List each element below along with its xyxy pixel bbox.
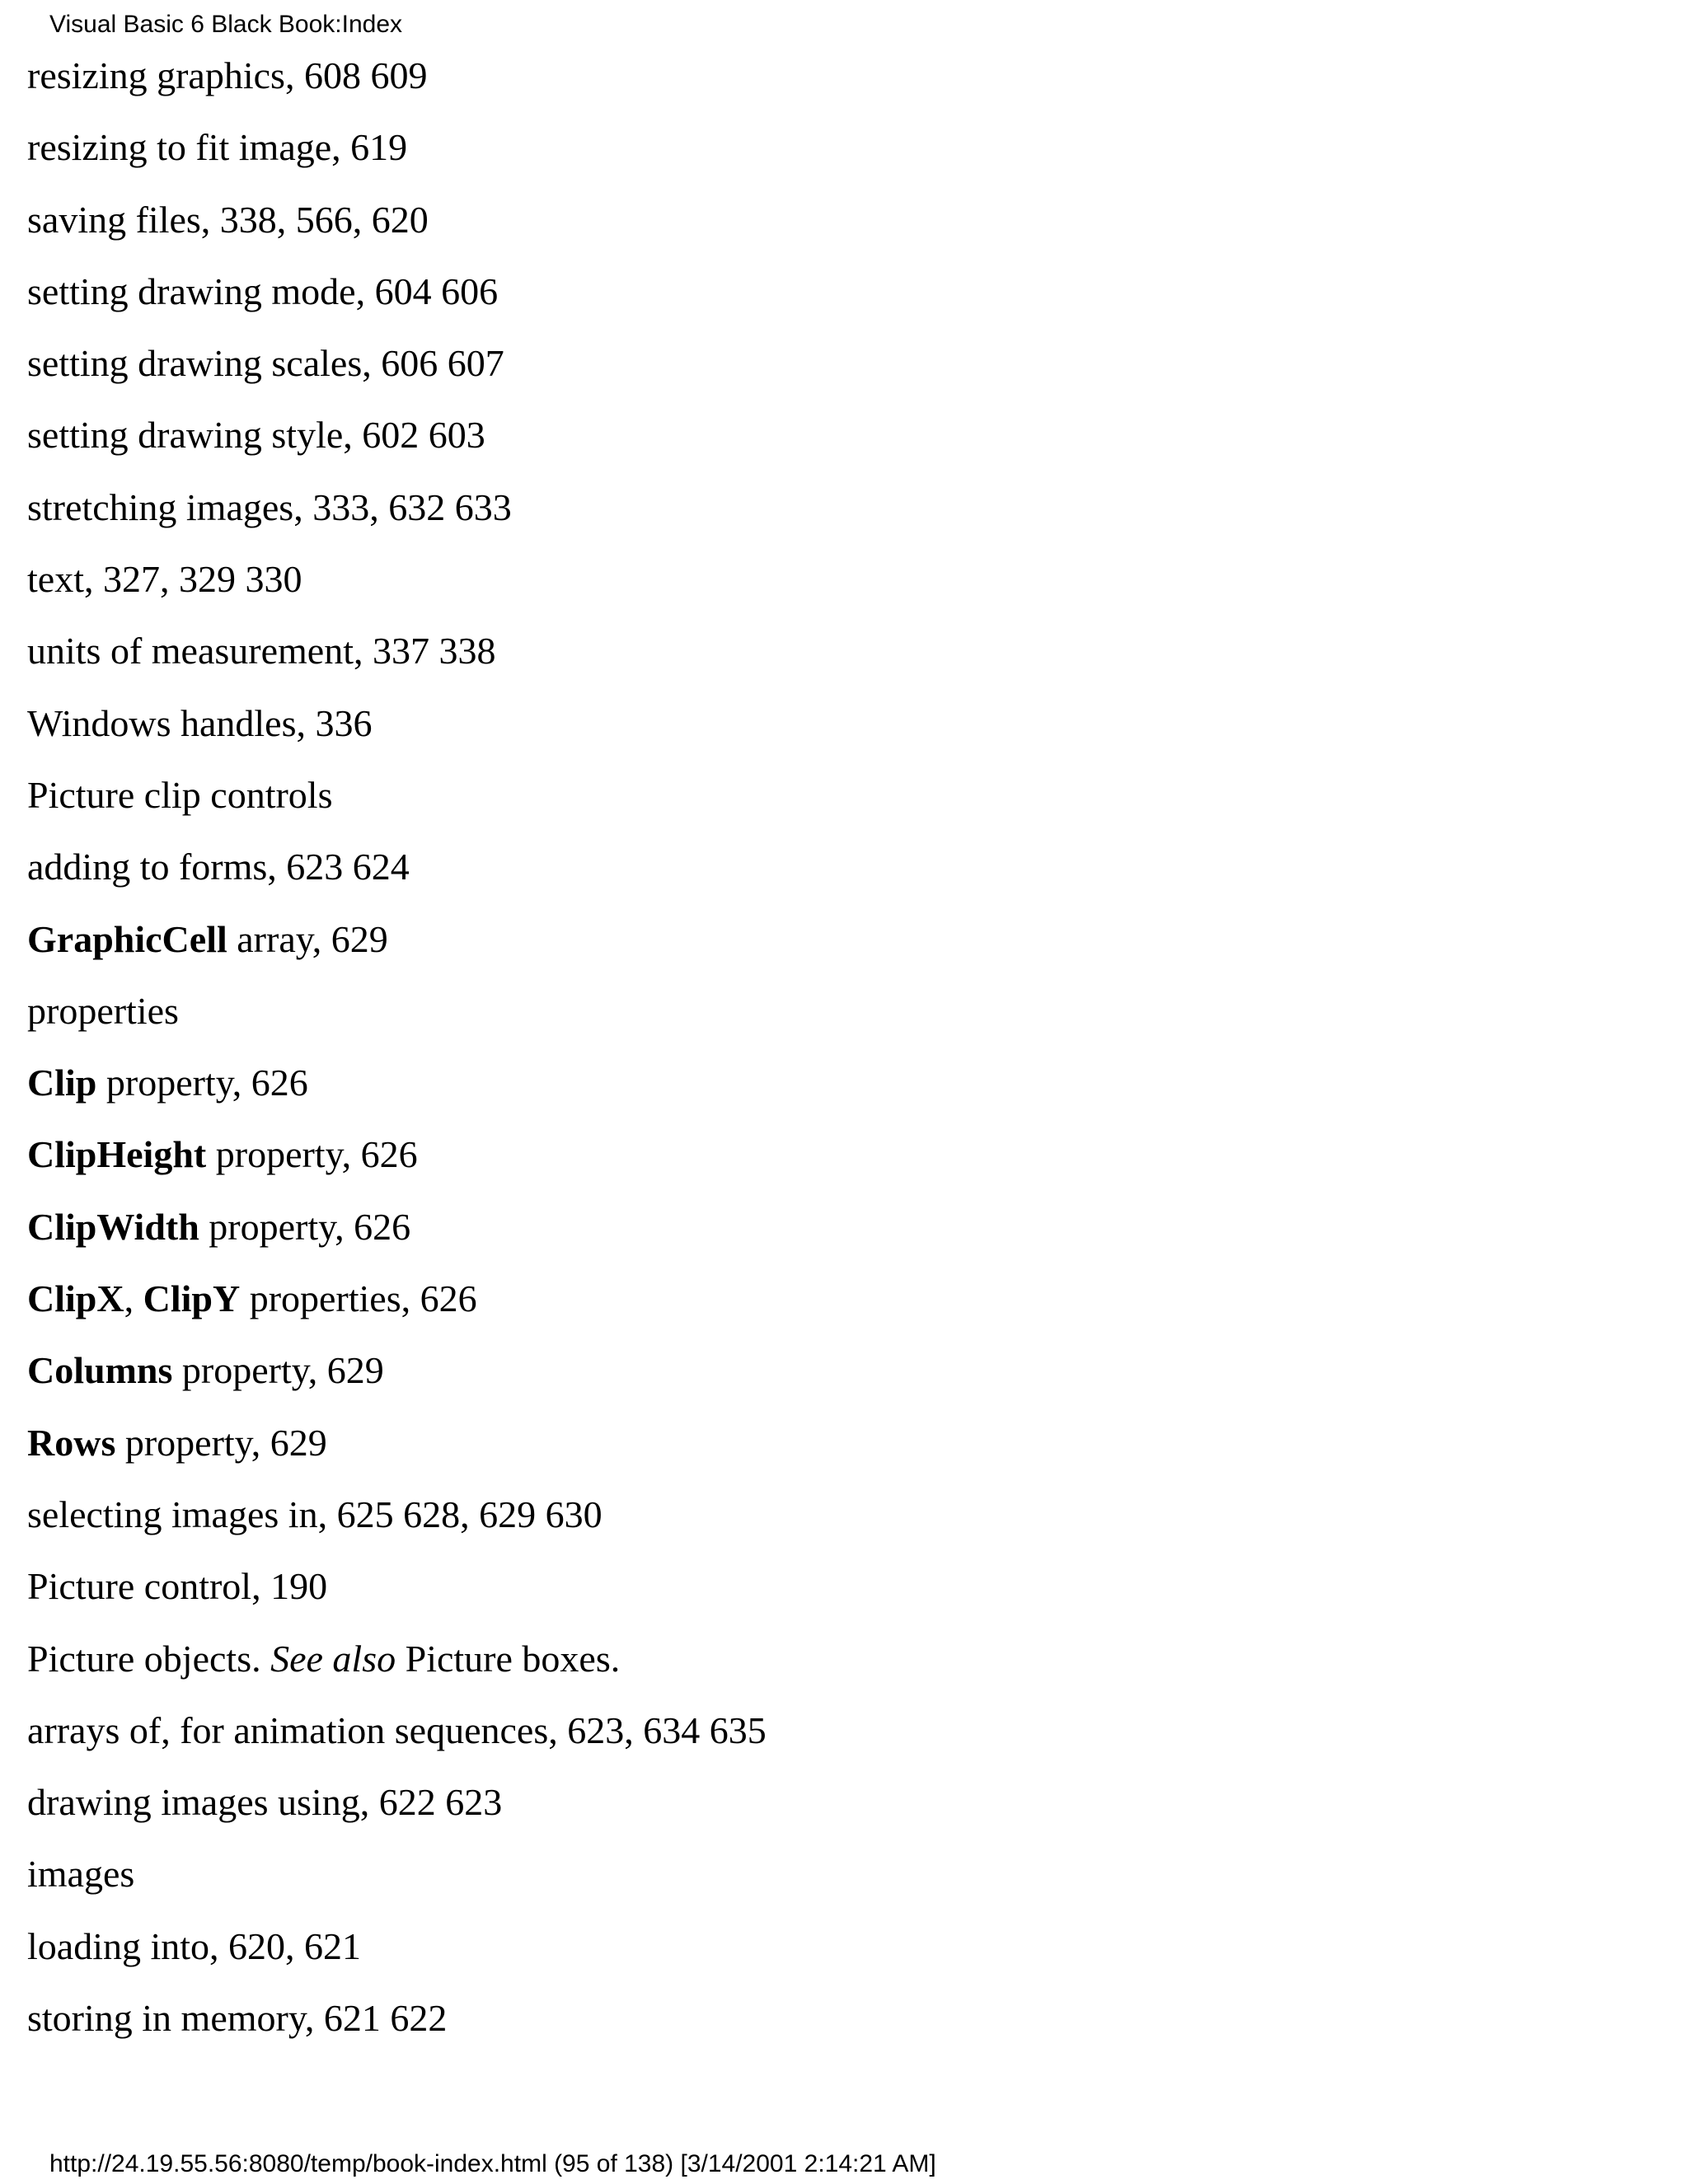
index-entry bbox=[27, 1490, 767, 1562]
index-text: stretching images, 333, 632 633 bbox=[27, 485, 512, 528]
index-text: property, 629 bbox=[115, 1421, 327, 1464]
index-text: property, 626 bbox=[96, 1062, 308, 1104]
index-entry bbox=[27, 267, 767, 339]
index-entry bbox=[27, 1130, 767, 1202]
index-text: , bbox=[124, 1277, 143, 1320]
index-term-bold: ClipX bbox=[27, 1277, 124, 1320]
index-entry bbox=[27, 339, 767, 410]
index-entry bbox=[27, 626, 767, 698]
index-term-bold: Clip bbox=[27, 1062, 97, 1104]
index-entry bbox=[27, 1994, 767, 2065]
index-entry bbox=[27, 915, 767, 987]
index-entry bbox=[27, 1922, 767, 1994]
index-text: property, 626 bbox=[199, 1205, 411, 1248]
index-text: resizing to fit image, 619 bbox=[27, 126, 408, 169]
index-text: setting drawing scales, 606 607 bbox=[27, 342, 504, 385]
index-entry bbox=[27, 1562, 767, 1633]
index-entry bbox=[27, 1418, 767, 1490]
index-entry bbox=[27, 1274, 767, 1346]
index-entry bbox=[27, 1058, 767, 1130]
index-text: Picture control, 190 bbox=[27, 1565, 328, 1608]
index-see-also: See also bbox=[270, 1637, 396, 1680]
index-term-bold: ClipWidth bbox=[27, 1205, 199, 1248]
index-text: saving files, 338, 566, 620 bbox=[27, 198, 429, 241]
index-text: arrays of, for animation sequences, 623, 634 635 bbox=[27, 1708, 767, 1751]
index-entry bbox=[27, 483, 767, 555]
page-footer-url: http://24.19.55.56:8080/temp/book-index.html (95 of 138) [3/14/2001 2:14:21 AM] bbox=[49, 2150, 936, 2177]
index-entry bbox=[27, 123, 767, 194]
index-list bbox=[27, 51, 767, 2065]
index-text: text, 327, 329 330 bbox=[27, 558, 302, 601]
index-text: property, 629 bbox=[172, 1349, 384, 1392]
index-term-bold: ClipHeight bbox=[27, 1133, 207, 1176]
index-text: storing in memory, 621 622 bbox=[27, 1997, 448, 2040]
index-entry bbox=[27, 842, 767, 914]
index-text: properties, 626 bbox=[240, 1277, 477, 1320]
index-entry bbox=[27, 1849, 767, 1921]
index-text: adding to forms, 623 624 bbox=[27, 846, 410, 888]
page-title: Visual Basic 6 Black Book:Index bbox=[49, 11, 403, 38]
index-entry bbox=[27, 987, 767, 1058]
index-entry bbox=[27, 1706, 767, 1778]
index-entry bbox=[27, 555, 767, 626]
index-entry bbox=[27, 195, 767, 267]
index-entry bbox=[27, 1778, 767, 1849]
index-text: Picture clip controls bbox=[27, 773, 333, 816]
index-text: units of measurement, 337 338 bbox=[27, 630, 496, 673]
index-text: images bbox=[27, 1853, 135, 1896]
index-text: array, 629 bbox=[227, 917, 388, 960]
index-text: loading into, 620, 621 bbox=[27, 1924, 362, 1967]
index-entry bbox=[27, 410, 767, 482]
index-text: setting drawing mode, 604 606 bbox=[27, 269, 499, 312]
index-text: resizing graphics, 608 609 bbox=[27, 54, 428, 96]
index-entry bbox=[27, 699, 767, 771]
index-term-bold: Columns bbox=[27, 1349, 173, 1392]
index-text: properties bbox=[27, 989, 179, 1032]
index-entry bbox=[27, 51, 767, 123]
index-text: Picture objects. bbox=[27, 1637, 271, 1680]
index-text: setting drawing style, 602 603 bbox=[27, 414, 485, 457]
index-text: drawing images using, 622 623 bbox=[27, 1781, 503, 1824]
index-text: property, 626 bbox=[206, 1133, 418, 1176]
index-term-bold: Rows bbox=[27, 1421, 116, 1464]
index-term-bold: ClipY bbox=[143, 1277, 241, 1320]
index-term-bold: GraphicCell bbox=[27, 917, 227, 960]
index-text: Windows handles, 336 bbox=[27, 701, 373, 744]
index-text: selecting images in, 625 628, 629 630 bbox=[27, 1493, 603, 1535]
index-entry bbox=[27, 1346, 767, 1418]
index-text: Picture boxes. bbox=[396, 1637, 621, 1680]
index-entry bbox=[27, 1634, 767, 1706]
index-entry bbox=[27, 771, 767, 842]
index-entry bbox=[27, 1202, 767, 1274]
